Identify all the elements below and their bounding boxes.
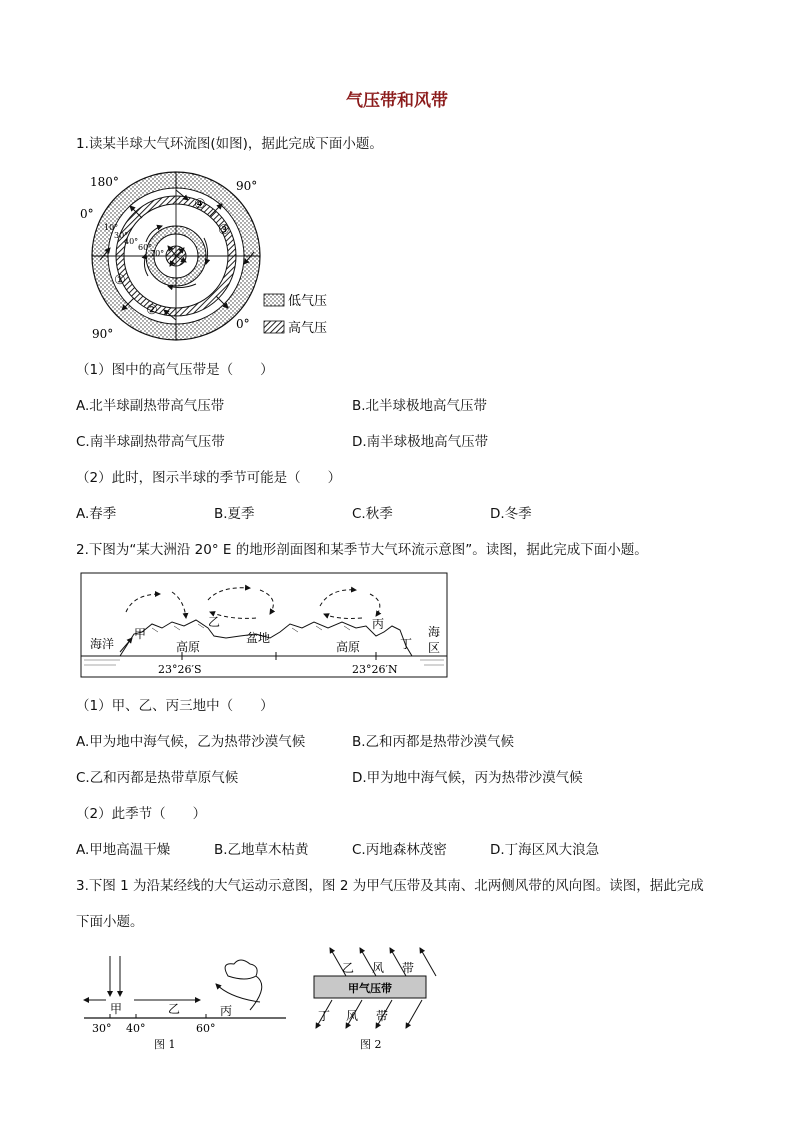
lat-40-label: 40° bbox=[124, 237, 139, 246]
fig1-caption: 图 1 bbox=[154, 1038, 176, 1051]
lat-70-label: 70° bbox=[150, 249, 165, 258]
q2-sub2-option-a: A.甲地高温干燥 bbox=[76, 842, 171, 858]
q1-sub1-option-a: A.北半球副热带高气压带 bbox=[76, 398, 225, 414]
fig2-top-feng-label: 风 bbox=[372, 961, 385, 975]
q3-stem-line-1: 3.下图 1 为沿某经线的大气运动示意图，图 2 为甲气压带及其南、北两侧风带的风向图。读图，据此完成 bbox=[76, 878, 704, 894]
q1-sub2-option-d: D.冬季 bbox=[490, 506, 532, 522]
q2-stem: 2.下图为“某大洲沿 20° E 的地形剖面图和某季节大气环流示意图”。读图，据此完成下面小题。 bbox=[76, 542, 648, 558]
q1-sub2-option-c: C.秋季 bbox=[352, 506, 393, 522]
fig2-bot-dai-label: 带 bbox=[376, 1009, 389, 1023]
q1-sub1-option-d: D.南半球极地高气压带 bbox=[352, 434, 489, 450]
bing-label: 丙 bbox=[372, 617, 385, 631]
q1-sub1: （1）图中的高气压带是（ ） bbox=[76, 362, 274, 378]
yi-label: 乙 bbox=[208, 615, 221, 629]
legend-low-swatch bbox=[264, 294, 284, 306]
basin-label: 盆地 bbox=[246, 631, 271, 645]
q2-sub1-option-b: B.乙和丙都是热带沙漠气候 bbox=[352, 734, 515, 750]
lon-90-top-label: 90° bbox=[236, 179, 258, 193]
fig2-top-dai-label: 带 bbox=[402, 961, 415, 975]
ding-label: 丁 bbox=[400, 637, 413, 651]
label-2: ② bbox=[146, 303, 158, 318]
q1-sub1-option-b: B.北半球极地高气压带 bbox=[352, 398, 488, 414]
lat-10-label: 10° bbox=[104, 223, 119, 232]
fig2-belt-label: 甲气压带 bbox=[348, 982, 392, 995]
q3-stem-line-2: 下面小题。 bbox=[76, 914, 144, 930]
legend-low-label: 低气压 bbox=[288, 294, 328, 309]
fig1-60-label: 60° bbox=[196, 1022, 216, 1035]
q2-sub1-option-a: A.甲为地中海气候，乙为热带沙漠气候 bbox=[76, 734, 306, 750]
fig1-yi-label: 乙 bbox=[168, 1002, 181, 1016]
q1-circulation-figure bbox=[76, 170, 346, 346]
sea-label: 海 bbox=[428, 625, 441, 639]
fig1-jia-label: 甲 bbox=[110, 1002, 123, 1016]
lon-0-left-label: 0° bbox=[80, 207, 94, 221]
q2-sub1-option-c: C.乙和丙都是热带草原气候 bbox=[76, 770, 239, 786]
q1-sub1-option-c: C.南半球副热带高气压带 bbox=[76, 434, 225, 450]
q2-sub1: （1）甲、乙、丙三地中（ ） bbox=[76, 698, 274, 714]
lat-30-label: 30° bbox=[114, 231, 129, 240]
label-1: ① bbox=[114, 273, 126, 288]
fig2-top-yi-label: 乙 bbox=[342, 961, 355, 975]
area-label: 区 bbox=[428, 641, 441, 655]
q2-sub2-option-d: D.丁海区风大浪急 bbox=[490, 842, 600, 858]
q3-figure-1 bbox=[80, 952, 290, 1052]
plateau-2-label: 高原 bbox=[336, 640, 361, 654]
lat-south-label: 23°26′S bbox=[158, 663, 202, 676]
fig1-40-label: 40° bbox=[126, 1022, 146, 1035]
q3-figure-2 bbox=[306, 942, 440, 1054]
label-4: ④ bbox=[194, 197, 206, 212]
q1-sub2-option-a: A.春季 bbox=[76, 506, 117, 522]
label-3: ③ bbox=[218, 223, 230, 238]
lon-90-bottom-label: 90° bbox=[92, 327, 114, 341]
q2-sub2: （2）此季节（ ） bbox=[76, 806, 207, 822]
q2-sub2-option-c: C.丙地森林茂密 bbox=[352, 842, 447, 858]
legend-high-swatch bbox=[264, 321, 284, 333]
q2-sub1-option-d: D.甲为地中海气候，丙为热带沙漠气候 bbox=[352, 770, 583, 786]
q2-sub2-option-b: B.乙地草木枯黄 bbox=[214, 842, 309, 858]
fig2-bot-ding-label: 丁 bbox=[318, 1009, 331, 1023]
fig1-30-label: 30° bbox=[92, 1022, 112, 1035]
fig2-caption: 图 2 bbox=[360, 1038, 382, 1051]
q1-stem: 1.读某半球大气环流图(如图)，据此完成下面小题。 bbox=[76, 136, 383, 152]
plateau-1-label: 高原 bbox=[176, 640, 201, 654]
ocean-label: 海洋 bbox=[90, 637, 115, 651]
lon-0-bottom-label: 0° bbox=[236, 317, 250, 331]
fig1-bing-label: 丙 bbox=[220, 1004, 233, 1018]
lat-60-label: 60° bbox=[138, 243, 153, 252]
page-title: 气压带和风带 bbox=[346, 91, 448, 111]
fig2-bot-feng-label: 风 bbox=[346, 1009, 359, 1023]
jia-label: 甲 bbox=[134, 627, 147, 641]
q1-sub2: （2）此时，图示半球的季节可能是（ ） bbox=[76, 470, 342, 486]
q1-sub2-option-b: B.夏季 bbox=[214, 506, 255, 522]
q2-profile-figure bbox=[80, 572, 450, 680]
lon-180-label: 180° bbox=[90, 175, 119, 189]
legend-high-label: 高气压 bbox=[288, 321, 328, 336]
lat-north-label: 23°26′N bbox=[352, 663, 398, 676]
